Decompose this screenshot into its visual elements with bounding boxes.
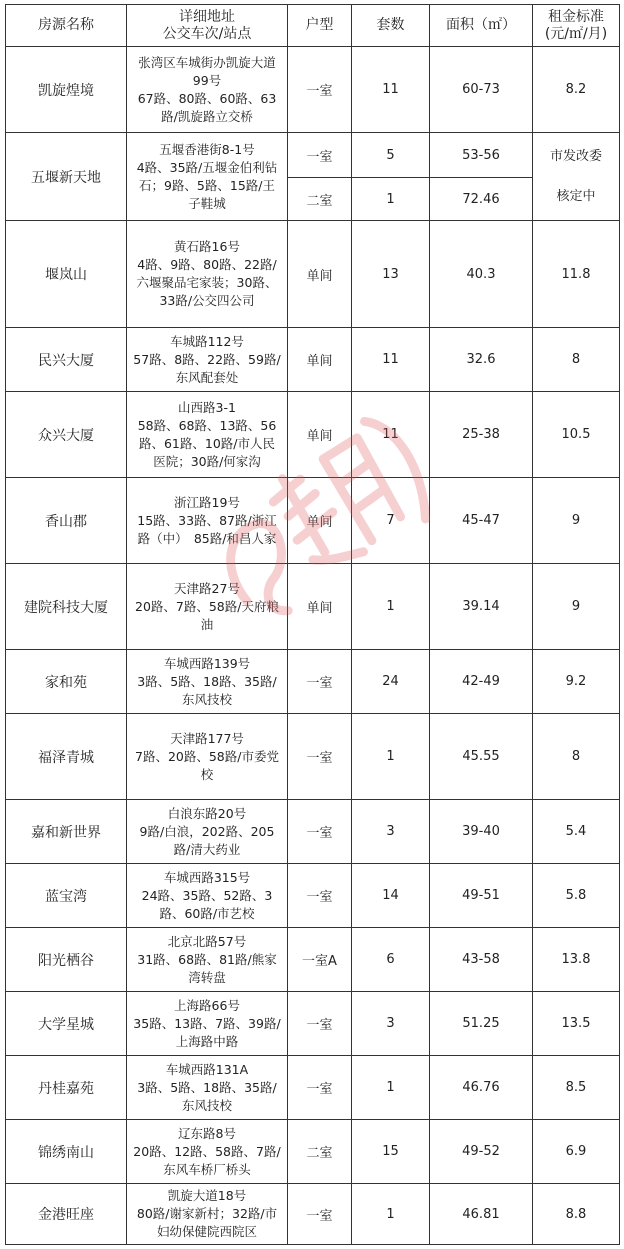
cell-count: 1 bbox=[352, 1184, 430, 1245]
cell-rent bbox=[533, 133, 620, 221]
table-row bbox=[6, 714, 620, 800]
cell-type: 二室 bbox=[288, 1120, 352, 1184]
cell-rent: 8.5 bbox=[533, 1056, 620, 1120]
cell-name: 建院科技大厦 bbox=[6, 564, 127, 650]
cell-name: 大学星城 bbox=[6, 992, 127, 1056]
cell-name: 福泽青城 bbox=[6, 714, 127, 800]
bus-text: 7路、20路、58路/市委党校 bbox=[135, 748, 279, 782]
cell-area: 60-73 bbox=[430, 47, 533, 133]
bus-text: 24路、35路、52路、3路、60路/市艺校 bbox=[141, 887, 273, 921]
table-row bbox=[6, 133, 620, 178]
cell-name: 嘉和新世界 bbox=[6, 800, 127, 864]
cell-count: 11 bbox=[352, 328, 430, 392]
table-row bbox=[6, 1120, 620, 1184]
cell-type: 单间 bbox=[288, 564, 352, 650]
cell-rent: 8 bbox=[533, 328, 620, 392]
cell-address bbox=[127, 800, 288, 864]
cell-count: 7 bbox=[352, 478, 430, 564]
bus-text: 31路、68路、81路/熊家湾转盘 bbox=[137, 951, 277, 985]
header-rent-line1: 租金标准 bbox=[548, 8, 604, 25]
cell-type: 一室A bbox=[288, 928, 352, 992]
cell-name: 蓝宝湾 bbox=[6, 864, 127, 928]
cell-type: 一室 bbox=[288, 1056, 352, 1120]
cell-count: 15 bbox=[352, 1120, 430, 1184]
cell-area: 51.25 bbox=[430, 992, 533, 1056]
cell-type: 单间 bbox=[288, 478, 352, 564]
cell-name: 锦绣南山 bbox=[6, 1120, 127, 1184]
cell-area: 46.81 bbox=[430, 1184, 533, 1245]
cell-area: 45-47 bbox=[430, 478, 533, 564]
cell-type: 一室 bbox=[288, 864, 352, 928]
bus-text: 4路、9路、80路、22路/六堰聚品宅家装；30路、33路/公交四公司 bbox=[136, 257, 278, 308]
bus-text: 3路、5路、18路、35路/东风技校 bbox=[137, 1079, 277, 1113]
cell-name: 金港旺座 bbox=[6, 1184, 127, 1245]
cell-count: 1 bbox=[352, 564, 430, 650]
cell-count: 11 bbox=[352, 392, 430, 478]
cell-address bbox=[127, 992, 288, 1056]
cell-address bbox=[127, 133, 288, 221]
cell-count: 1 bbox=[352, 1056, 430, 1120]
table-row bbox=[6, 992, 620, 1056]
table-row bbox=[6, 864, 620, 928]
address-text: 黄石路16号 bbox=[174, 239, 240, 254]
address-text: 山西路3-1 bbox=[178, 399, 236, 415]
cell-address bbox=[127, 1184, 288, 1245]
bus-text: 57路、8路、22路、59路/东风配套处 bbox=[133, 351, 281, 385]
cell-count: 11 bbox=[352, 47, 430, 133]
cell-name: 家和苑 bbox=[6, 650, 127, 714]
bus-text: 4路、35路/五堰金伯利钻石；9路、5路、15路/王子鞋城 bbox=[136, 159, 278, 211]
cell-rent: 5.8 bbox=[533, 864, 620, 928]
cell-area: 45.55 bbox=[430, 714, 533, 800]
address-text: 车城路112号 bbox=[170, 333, 244, 349]
cell-rent: 8.2 bbox=[533, 47, 620, 133]
cell-count: 5 bbox=[352, 133, 430, 178]
cell-address bbox=[127, 714, 288, 800]
bus-text: 58路、68路、13路、56路、61路、10路/市人民医院；30路/何家沟 bbox=[137, 417, 277, 469]
cell-area: 72.46 bbox=[430, 178, 533, 221]
cell-address bbox=[127, 392, 288, 478]
address-text: 北京北路57号 bbox=[167, 933, 247, 949]
cell-area: 40.3 bbox=[430, 221, 533, 328]
bus-text: 35路、13路、7路、39路/上海路中路 bbox=[133, 1015, 281, 1049]
bus-text: 67路、80路、60路、63路/凯旋路立交桥 bbox=[137, 90, 277, 124]
cell-name: 凯旋煌境 bbox=[6, 47, 127, 133]
cell-address bbox=[127, 1120, 288, 1184]
address-text: 上海路66号 bbox=[174, 997, 240, 1013]
table-row bbox=[6, 221, 620, 328]
cell-rent: 13.5 bbox=[533, 992, 620, 1056]
cell-area: 32.6 bbox=[430, 328, 533, 392]
header-area: 面积（㎡） bbox=[430, 5, 533, 47]
address-text: 车城西路139号 bbox=[163, 655, 251, 671]
cell-type: 一室 bbox=[288, 650, 352, 714]
cell-count: 3 bbox=[352, 800, 430, 864]
table-row bbox=[6, 478, 620, 564]
cell-rent: 11.8 bbox=[533, 221, 620, 328]
table-row bbox=[6, 564, 620, 650]
cell-area: 49-51 bbox=[430, 864, 533, 928]
cell-name: 堰岚山 bbox=[6, 221, 127, 328]
header-rent bbox=[533, 5, 620, 47]
header-count: 套数 bbox=[352, 5, 430, 47]
cell-type: 一室 bbox=[288, 992, 352, 1056]
cell-type: 一室 bbox=[288, 800, 352, 864]
cell-address bbox=[127, 564, 288, 650]
cell-rent: 9.2 bbox=[533, 650, 620, 714]
cell-area: 39.14 bbox=[430, 564, 533, 650]
cell-address bbox=[127, 328, 288, 392]
cell-area: 42-49 bbox=[430, 650, 533, 714]
cell-type: 二室 bbox=[288, 178, 352, 221]
address-text: 五堰香港街8-1号 bbox=[159, 141, 255, 157]
cell-rent: 10.5 bbox=[533, 392, 620, 478]
cell-rent: 8 bbox=[533, 714, 620, 800]
cell-rent: 9 bbox=[533, 564, 620, 650]
cell-type: 一室 bbox=[288, 714, 352, 800]
cell-count: 24 bbox=[352, 650, 430, 714]
cell-count: 14 bbox=[352, 864, 430, 928]
cell-type: 一室 bbox=[288, 1184, 352, 1245]
header-address-line2: 公交车次/站点 bbox=[162, 25, 252, 42]
cell-type: 单间 bbox=[288, 221, 352, 328]
cell-address bbox=[127, 1056, 288, 1120]
cell-rent: 5.4 bbox=[533, 800, 620, 864]
cell-name: 阳光栖谷 bbox=[6, 928, 127, 992]
header-rent-line2: (元/㎡/月) bbox=[544, 25, 608, 42]
cell-address bbox=[127, 47, 288, 133]
cell-count: 1 bbox=[352, 178, 430, 221]
header-address bbox=[127, 5, 288, 47]
bus-text: 15路、33路、87路/浙江路（中） 85路/和昌人家 bbox=[137, 512, 277, 546]
cell-name: 五堰新天地 bbox=[6, 133, 127, 221]
header-row bbox=[6, 5, 620, 47]
cell-count: 1 bbox=[352, 714, 430, 800]
cell-rent: 8.8 bbox=[533, 1184, 620, 1245]
bus-text: 3路、5路、18路、35路/东风技校 bbox=[137, 673, 277, 707]
bus-text: 20路、7路、58路/天府粮油 bbox=[135, 598, 279, 632]
address-text: 浙江路19号 bbox=[174, 494, 240, 510]
cell-area: 39-40 bbox=[430, 800, 533, 864]
cell-type: 单间 bbox=[288, 328, 352, 392]
bus-text: 20路、12路、58路、7路/东风车桥厂桥头 bbox=[133, 1143, 281, 1177]
table-row bbox=[6, 1056, 620, 1120]
cell-address bbox=[127, 864, 288, 928]
header-type: 户型 bbox=[288, 5, 352, 47]
cell-count: 6 bbox=[352, 928, 430, 992]
address-text: 天津路27号 bbox=[174, 580, 240, 596]
header-address-line1: 详细地址 bbox=[179, 8, 235, 25]
cell-type: 单间 bbox=[288, 392, 352, 478]
address-text: 张湾区车城街办凯旋大道99号 bbox=[138, 54, 276, 88]
table-row bbox=[6, 328, 620, 392]
address-text: 白浪东路20号 bbox=[167, 805, 247, 821]
cell-rent: 6.9 bbox=[533, 1120, 620, 1184]
cell-address bbox=[127, 928, 288, 992]
cell-type: 一室 bbox=[288, 133, 352, 178]
address-text: 凯旋大道18号 bbox=[167, 1188, 247, 1203]
cell-name: 众兴大厦 bbox=[6, 392, 127, 478]
table-row bbox=[6, 47, 620, 133]
table-row bbox=[6, 1184, 620, 1245]
bus-text: 9路/白浪，202路、205路/清大药业 bbox=[139, 823, 275, 857]
cell-type: 一室 bbox=[288, 47, 352, 133]
bus-text: 80路/谢家新村；32路/市妇幼保健院西院区 bbox=[136, 1206, 278, 1239]
address-text: 辽东路8号 bbox=[178, 1125, 236, 1141]
cell-name: 香山郡 bbox=[6, 478, 127, 564]
cell-area: 43-58 bbox=[430, 928, 533, 992]
rent-line2: 核定中 bbox=[556, 188, 596, 204]
table-row bbox=[6, 928, 620, 992]
table-row bbox=[6, 392, 620, 478]
cell-count: 3 bbox=[352, 992, 430, 1056]
cell-rent: 9 bbox=[533, 478, 620, 564]
table-row bbox=[6, 800, 620, 864]
cell-count: 13 bbox=[352, 221, 430, 328]
cell-name: 民兴大厦 bbox=[6, 328, 127, 392]
header-name: 房源名称 bbox=[6, 5, 127, 47]
cell-rent: 13.8 bbox=[533, 928, 620, 992]
rent-line1: 市发改委 bbox=[549, 148, 602, 164]
cell-area: 46.76 bbox=[430, 1056, 533, 1120]
cell-address bbox=[127, 478, 288, 564]
cell-area: 25-38 bbox=[430, 392, 533, 478]
cell-address bbox=[127, 221, 288, 328]
cell-area: 53-56 bbox=[430, 133, 533, 178]
table-row bbox=[6, 650, 620, 714]
cell-area: 49-52 bbox=[430, 1120, 533, 1184]
cell-name: 丹桂嘉苑 bbox=[6, 1056, 127, 1120]
cell-address bbox=[127, 650, 288, 714]
address-text: 车城西路315号 bbox=[163, 869, 251, 885]
address-text: 车城西路131A bbox=[165, 1061, 249, 1077]
address-text: 天津路177号 bbox=[170, 730, 244, 746]
housing-table bbox=[5, 4, 620, 1245]
